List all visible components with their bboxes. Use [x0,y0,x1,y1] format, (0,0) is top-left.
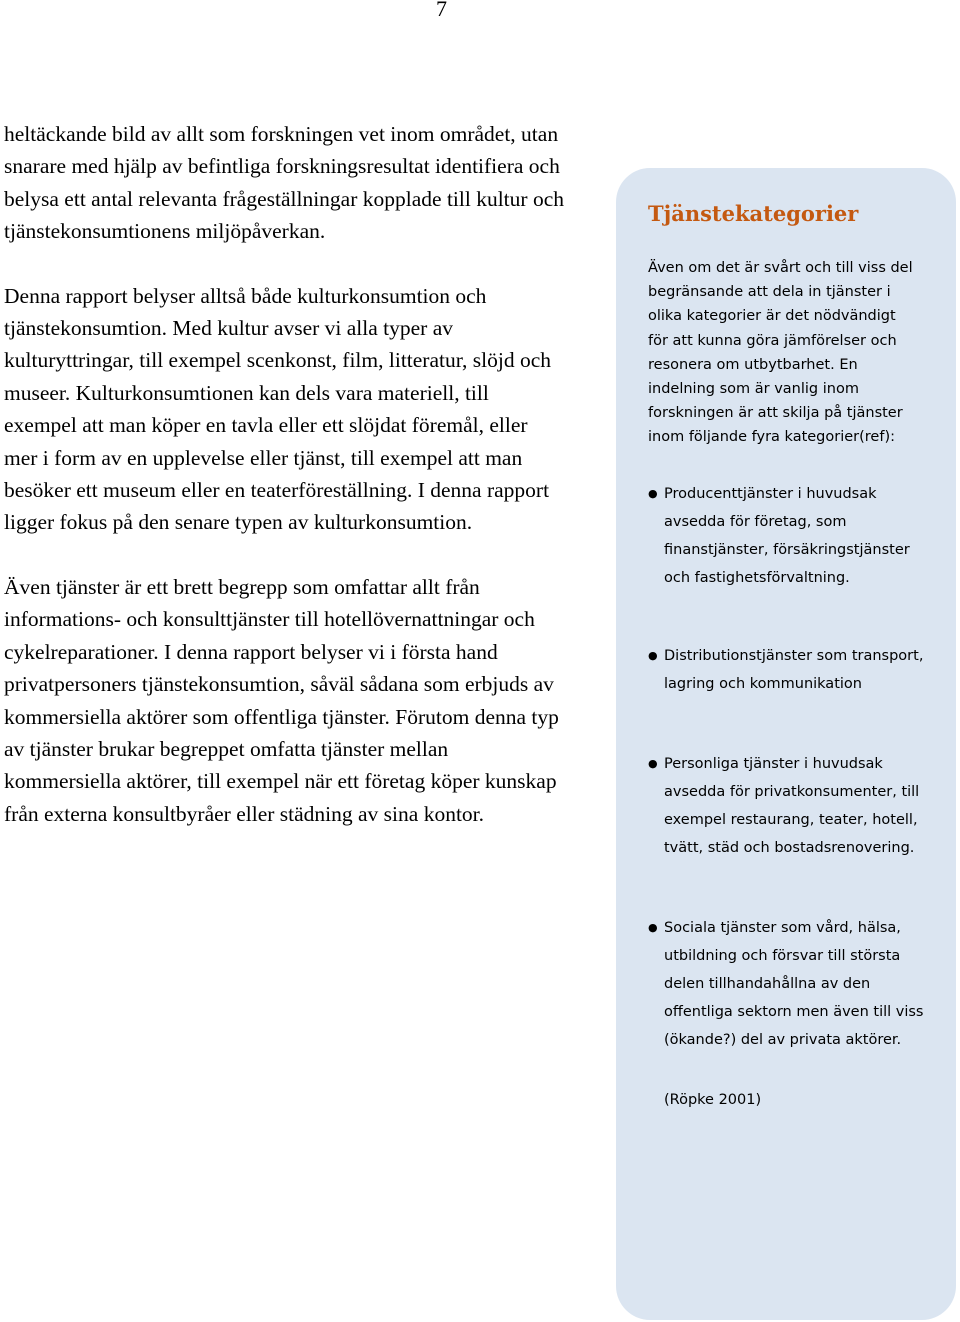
page-number: 7 [436,0,447,21]
category-list [648,480,932,1054]
bullet-icon: ● [648,648,658,662]
main-text-column [4,118,564,830]
paragraph-service-consumption: Även tjänster är ett brett begrepp som omfattar allt från informations- och konsulttjänster till hotellövernattningar och cykelreparationer. I denna rapport belyser vi i första hand privatpersoners tjänstekonsumtion, såväl sådana som erbjuds av kommersiella aktörer som offentliga tjänster. Förutom denna typ av tjänster brukar begreppet omfatta tjänster mellan kommersiella aktörer, till exempel när ett företag köper kunskap från externa konsultbyråer eller städning av sina kontor. [4,574,559,826]
citation: (Röpke 2001) [664,1091,762,1108]
list-item [648,642,924,698]
category-personal-services: Personliga tjänster i huvudsak avsedda för privatkonsumenter, till exempel restaurang, teater, hotell, tvätt, städ och bostadsrenovering. [664,755,920,856]
bullet-icon: ● [648,486,658,500]
category-social-services: Sociala tjänster som vård, hälsa, utbildning och försvar till största delen tillhandahållna av den offentliga sektorn men även till viss (ökande?) del av privata aktörer. [664,919,924,1048]
paragraph-culture-consumption: Denna rapport belyser alltså både kulturkonsumtion och tjänstekonsumtion. Med kultur avser vi alla typer av kulturyttringar, till exempel scenkonst, film, litteratur, slöjd och museer. Kulturkonsumtionen kan dels vara materiell, till exempel att man köper en tavla eller ett slöjdat föremål, eller mer i form av en upplevelse eller tjänst, till exempel att man besöker ett museum eller en teaterföreställning. I denna rapport ligger fokus på den senare typen av kulturkonsumtion. [4,283,552,535]
sidebar-title: Tjänstekategorier [648,201,859,226]
service-categories-sidebar [616,168,956,1320]
sidebar-intro: Även om det är svårt och till viss del begränsande att dela in tjänster i olika kategorier är det nödvändigt för att kunna göra jämförelser och resonera om utbytbarhet. En indelning som är vanlig inom forskningen är att skilja på tjänster inom följande fyra kategorier(ref): [648,260,913,446]
bullet-icon: ● [648,756,658,770]
list-item [648,914,924,1054]
list-item [648,750,924,862]
category-distribution-services: Distributionstjänster som transport, lagring och kommunikation [664,647,924,692]
list-item [648,480,924,592]
paragraph-intro-continuation: heltäckande bild av allt som forskningen vet inom området, utan snarare med hjälp av befintliga forskningsresultat identifiera och belysa ett antal relevanta frågeställningar kopplade till kultur och tjänstekonsumtionens miljöpåverkan. [4,122,564,244]
category-producer-services: Producenttjänster i huvudsak avsedda för företag, som finanstjänster, försäkringstjänster och fastighetsförvaltning. [664,485,910,586]
bullet-icon: ● [648,920,658,934]
